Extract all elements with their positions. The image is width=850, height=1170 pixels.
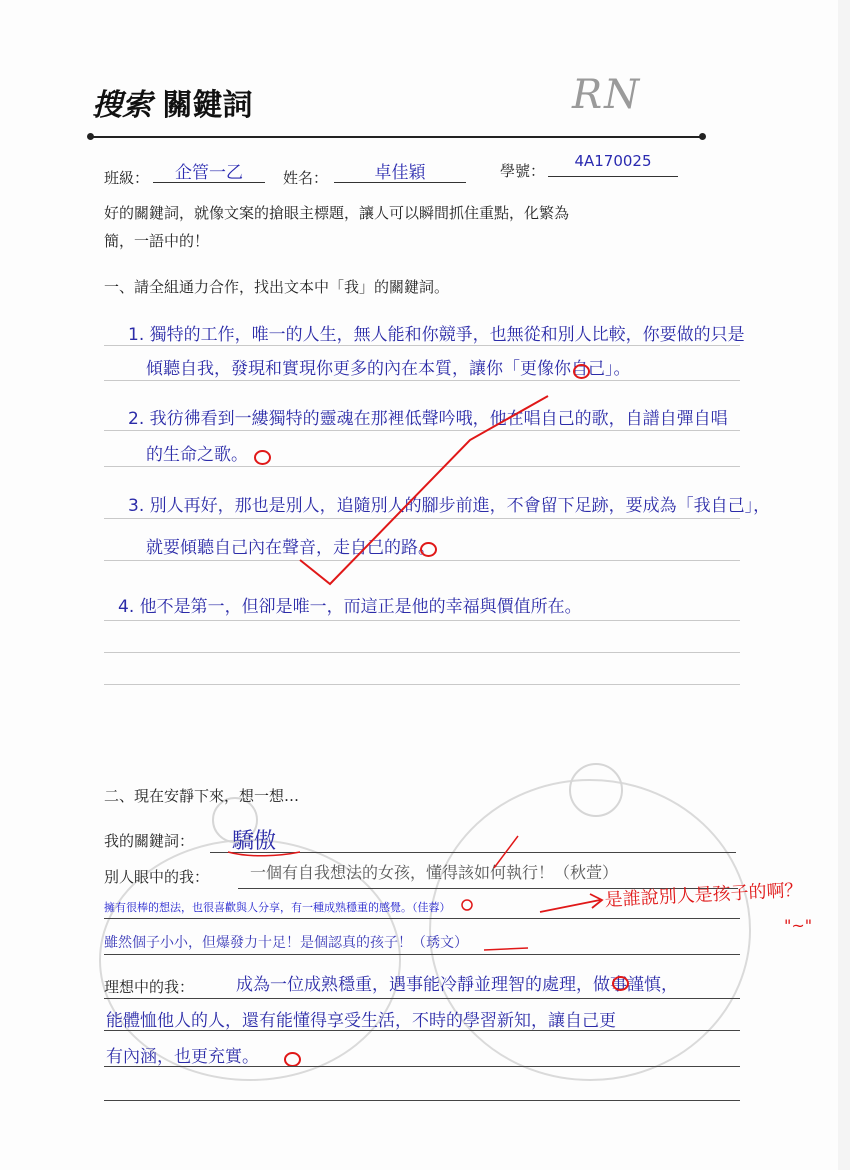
list-item: 2. 我彷彿看到一縷獨特的靈魂在那裡低聲吟哦，他在唱自己的歌，自譜自彈自唱 bbox=[128, 409, 728, 429]
ideal-label: 理想中的我： bbox=[104, 978, 195, 996]
teacher-quote-mark: "~" bbox=[784, 916, 813, 935]
ideal-line-3: 有內涵，也更充實。 bbox=[106, 1047, 259, 1067]
others-line-2: 擁有很棒的想法，也很喜歡與人分享，有一種成熟穩重的感覺。（佳蓉） bbox=[104, 901, 451, 914]
keyword-label: 我的關鍵詞： bbox=[104, 832, 195, 850]
keyword-value: 驕傲 bbox=[232, 829, 277, 854]
intro-line-1: 好的關鍵詞，就像文案的搶眼主標題，讓人可以瞬間抓住重點，化繁為 bbox=[104, 204, 570, 222]
list-item-cont: 就要傾聽自己內在聲音，走自己的路。 bbox=[146, 538, 435, 558]
others-line-3: 雖然個子小小，但爆發力十足！是個認真的孩子！（琇文） bbox=[104, 935, 468, 951]
section1-heading: 一、請全組通力合作，找出文本中「我」的關鍵詞。 bbox=[104, 278, 450, 296]
ideal-line-1: 成為一位成熟穩重，遇事能冷靜並理智的處理，做事謹慎， bbox=[236, 975, 678, 995]
id-value: 4A170025 bbox=[574, 152, 652, 170]
logo-text: RN bbox=[572, 72, 642, 118]
ideal-line-2: 能體恤他人的人，還有能懂得享受生活，不時的學習新知，讓自己更 bbox=[106, 1011, 616, 1031]
title-search: 搜索 bbox=[92, 88, 152, 123]
teacher-comment: 是誰說別人是孩子的啊？ bbox=[604, 879, 804, 911]
section2-heading: 二、現在安靜下來，想一想… bbox=[104, 787, 300, 805]
list-item: 1. 獨特的工作，唯一的人生，無人能和你競爭，也無從和別人比較，你要做的只是 bbox=[128, 325, 745, 345]
class-value: 企管一乙 bbox=[175, 163, 243, 183]
list-item-cont: 傾聽自我，發現和實現你更多的內在本質，讓你「更像你自己」。 bbox=[146, 359, 631, 379]
class-label: 班級： bbox=[104, 169, 150, 187]
list-item-cont: 的生命之歌。 bbox=[146, 445, 248, 465]
id-label: 學號： bbox=[500, 162, 546, 180]
list-item: 4. 他不是第一，但卻是唯一，而這正是他的幸福與價值所在。 bbox=[118, 597, 582, 617]
name-value: 卓佳穎 bbox=[374, 163, 426, 183]
intro-line-2: 簡，一語中的！ bbox=[104, 232, 210, 250]
others-value: 一個有自我想法的女孩，懂得該如何執行！（秋萱） bbox=[250, 863, 619, 882]
title-keyword: 關鍵詞 bbox=[162, 88, 253, 123]
name-label: 姓名： bbox=[283, 169, 329, 187]
others-label: 別人眼中的我： bbox=[104, 868, 210, 886]
list-item: 3. 別人再好，那也是別人，追隨別人的腳步前進，不會留下足跡，要成為「我自己」， bbox=[128, 496, 771, 516]
